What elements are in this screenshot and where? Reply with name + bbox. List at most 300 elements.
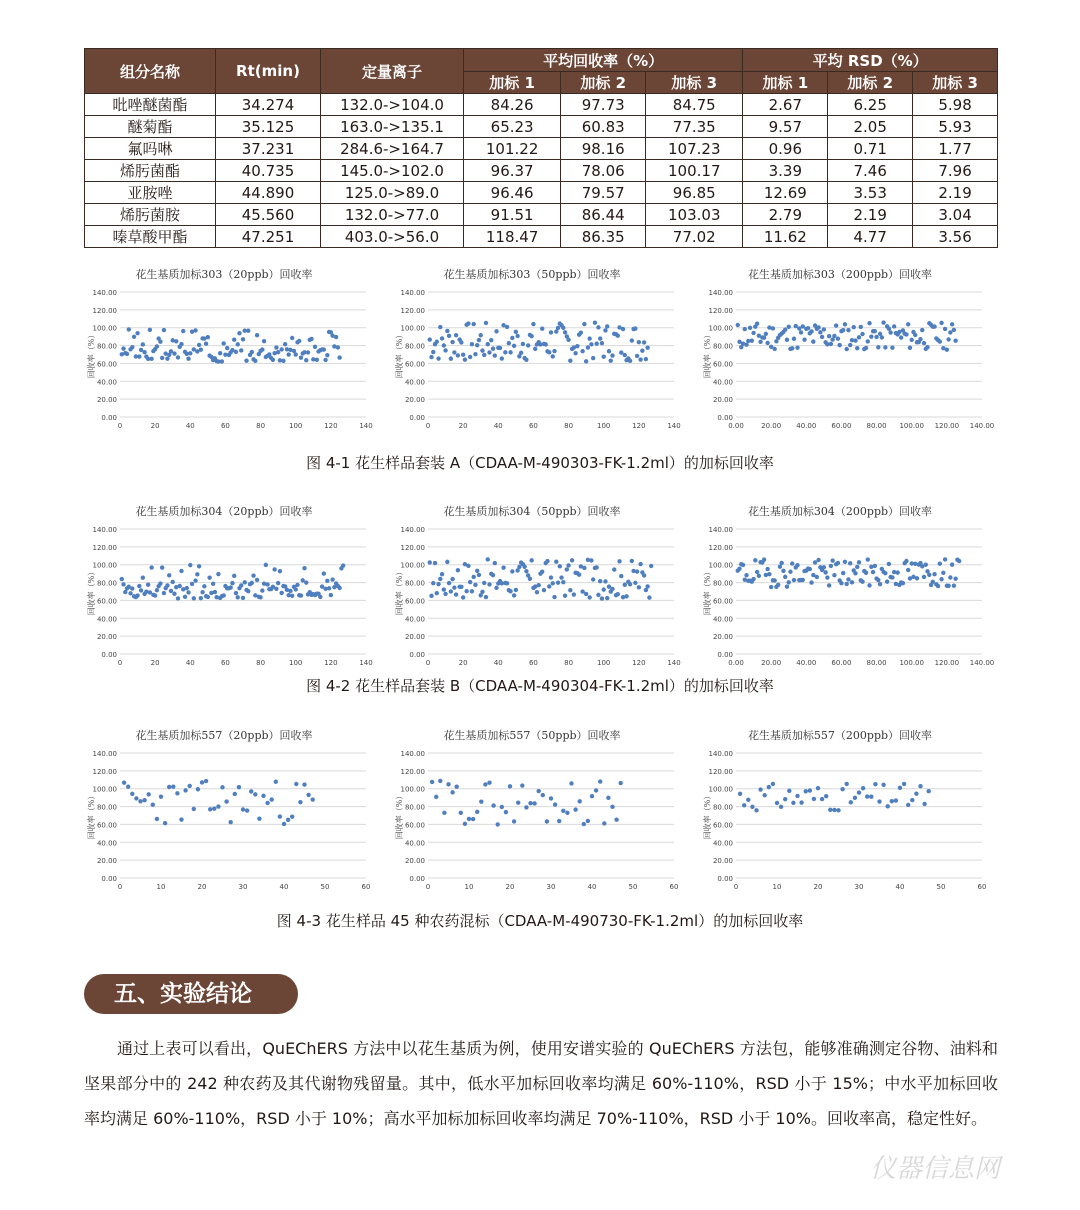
data-point: [323, 358, 327, 362]
x-tick-label: 20: [150, 422, 160, 430]
data-point: [461, 595, 465, 599]
data-point: [128, 591, 132, 595]
data-point: [330, 577, 334, 581]
y-tick-label: 120.00: [400, 306, 425, 315]
data-point: [265, 801, 269, 805]
data-point: [939, 577, 943, 581]
data-point: [183, 595, 187, 599]
data-point: [849, 800, 853, 804]
data-point: [580, 349, 584, 353]
y-tick-label: 80.00: [404, 803, 425, 812]
data-point: [644, 357, 648, 361]
data-point: [554, 559, 558, 563]
table-row: [85, 116, 998, 138]
data-point: [505, 325, 509, 329]
header-rsd-1: 加标 1: [743, 72, 828, 94]
data-point: [125, 352, 129, 356]
data-point: [304, 580, 308, 584]
data-point: [508, 784, 512, 788]
header-recovery-1: 加标 1: [464, 72, 561, 94]
data-point: [881, 783, 885, 787]
table-cell-r3: 84.75: [646, 94, 743, 116]
data-point: [614, 817, 618, 821]
data-point: [452, 350, 456, 354]
y-tick-label: 140.00: [92, 526, 117, 534]
data-point: [225, 346, 229, 350]
x-tick-label: 80: [256, 659, 266, 667]
data-point: [179, 569, 183, 573]
data-point: [792, 578, 796, 582]
x-tick-label: 60.00: [831, 422, 852, 430]
data-point: [220, 785, 224, 789]
data-point: [544, 342, 548, 346]
data-point: [528, 577, 532, 581]
data-point: [274, 345, 278, 349]
y-tick-label: 80.00: [96, 803, 117, 812]
data-point: [621, 327, 625, 331]
data-point: [208, 807, 212, 811]
y-tick-label: 20.00: [96, 396, 117, 405]
data-point: [869, 795, 873, 799]
data-point: [593, 321, 597, 325]
data-point: [516, 800, 520, 804]
data-point: [138, 799, 142, 803]
data-point: [250, 350, 254, 354]
data-point: [206, 595, 210, 599]
data-point: [440, 572, 444, 576]
data-point: [167, 573, 171, 577]
data-point: [913, 333, 917, 337]
data-point: [922, 802, 926, 806]
data-point: [767, 785, 771, 789]
table-cell-name: 烯肟菌胺: [85, 204, 216, 226]
data-point: [758, 340, 762, 344]
data-point: [885, 579, 889, 583]
x-tick-label: 120: [632, 659, 646, 667]
table-cell-s2: 2.05: [828, 116, 913, 138]
table-cell-ion: 163.0->135.1: [321, 116, 464, 138]
data-point: [638, 562, 642, 566]
x-tick-label: 120: [324, 422, 338, 430]
data-point: [878, 582, 882, 586]
data-point: [486, 342, 490, 346]
data-point: [195, 572, 199, 576]
data-point: [475, 569, 479, 573]
data-point: [594, 342, 598, 346]
table-cell-s1: 2.67: [743, 94, 828, 116]
data-point: [848, 343, 852, 347]
data-point: [519, 351, 523, 355]
data-point: [501, 565, 505, 569]
data-point: [487, 350, 491, 354]
data-point: [541, 793, 545, 797]
data-point: [946, 337, 950, 341]
data-point: [158, 340, 162, 344]
header-recovery-3: 加标 3: [646, 72, 743, 94]
data-point: [750, 338, 754, 342]
data-point: [480, 590, 484, 594]
data-point: [470, 589, 474, 593]
data-point: [237, 331, 241, 335]
data-point: [503, 350, 507, 354]
data-point: [610, 587, 614, 591]
data-point: [120, 577, 124, 581]
y-tick-label: 60.00: [712, 821, 733, 830]
table-cell-s2: 3.53: [828, 182, 913, 204]
data-point: [549, 796, 553, 800]
data-point: [939, 321, 943, 325]
scatter-chart: [700, 266, 995, 436]
x-tick-label: 20: [458, 422, 468, 430]
data-point: [524, 358, 528, 362]
data-point: [428, 560, 432, 564]
data-point: [609, 358, 613, 362]
data-point: [600, 596, 604, 600]
data-point: [561, 809, 565, 813]
data-point: [463, 357, 467, 361]
data-point: [816, 558, 820, 562]
table-cell-s3: 1.77: [913, 138, 998, 160]
data-point: [755, 321, 759, 325]
chart-title: 花生基质加标557（200ppb）回收率: [747, 729, 933, 742]
table-cell-r1: 96.46: [464, 182, 561, 204]
data-point: [843, 560, 847, 564]
x-tick-label: 50: [628, 883, 638, 891]
data-point: [477, 338, 481, 342]
data-point: [192, 807, 196, 811]
table-cell-rt: 34.274: [216, 94, 321, 116]
data-point: [860, 332, 864, 336]
y-tick-label: 20.00: [404, 857, 425, 866]
data-point: [647, 595, 651, 599]
table-row: [85, 226, 998, 248]
data-point: [871, 570, 875, 574]
x-tick-label: 0: [117, 659, 123, 667]
table-row: [85, 94, 998, 116]
y-axis-label: 回收率（%）: [87, 791, 96, 840]
figure-caption: 图 4-3 花生样品 45 种农药混标（CDAA-M-490730-FK-1.2ml）的加标回收率: [276, 912, 804, 930]
data-point: [294, 782, 298, 786]
scatter-chart: [392, 503, 681, 673]
chart-plot: [700, 284, 995, 434]
chart-title: 花生基质加标557（50ppb）回收率: [443, 729, 621, 742]
data-point: [832, 808, 836, 812]
y-tick-label: 40.00: [96, 839, 117, 848]
x-tick-label: 140.00: [969, 422, 995, 430]
y-tick-label: 100.00: [400, 324, 425, 333]
table-cell-r3: 107.23: [646, 138, 743, 160]
data-point: [815, 575, 819, 579]
data-point: [559, 575, 563, 579]
y-axis-label: 回收率（%）: [703, 330, 712, 379]
x-tick-label: 0: [117, 422, 123, 430]
x-tick-label: 50: [320, 883, 330, 891]
data-point: [286, 352, 290, 356]
data-point: [822, 327, 826, 331]
data-point: [172, 592, 176, 596]
data-point: [848, 561, 852, 565]
table-cell-r3: 77.35: [646, 116, 743, 138]
x-tick-label: 30: [854, 883, 864, 891]
data-point: [429, 594, 433, 598]
scatter-chart: [392, 727, 679, 897]
data-point: [869, 334, 873, 338]
data-point: [640, 348, 644, 352]
figure-caption: 图 4-1 花生样品套装 A（CDAA-M-490303-FK-1.2ml）的加标回收率: [306, 454, 774, 472]
data-point: [855, 565, 859, 569]
data-point: [542, 588, 546, 592]
data-point: [569, 781, 573, 785]
data-point: [861, 786, 865, 790]
data-point: [890, 799, 894, 803]
data-point: [286, 818, 290, 822]
data-point: [619, 781, 623, 785]
data-point: [507, 341, 511, 345]
data-point: [904, 559, 908, 563]
data-point: [336, 345, 340, 349]
data-point: [895, 570, 899, 574]
data-point: [466, 321, 470, 325]
data-point: [788, 570, 792, 574]
data-point: [185, 586, 189, 590]
data-point: [155, 588, 159, 592]
y-axis-label: 回收率（%）: [87, 567, 96, 616]
data-point: [211, 582, 215, 586]
data-point: [479, 799, 483, 803]
data-point: [290, 594, 294, 598]
data-point: [802, 337, 806, 341]
data-point: [948, 330, 952, 334]
data-point: [642, 340, 646, 344]
data-point: [452, 585, 456, 589]
data-point: [135, 593, 139, 597]
data-point: [795, 794, 799, 798]
data-point: [755, 570, 759, 574]
data-point: [910, 338, 914, 342]
data-point: [176, 596, 180, 600]
data-point: [232, 574, 236, 578]
y-tick-label: 120.00: [92, 306, 117, 315]
chart-plot: [84, 521, 374, 671]
data-point: [836, 336, 840, 340]
data-point: [181, 329, 185, 333]
x-tick-label: 120: [324, 659, 338, 667]
data-point: [610, 805, 614, 809]
data-point: [230, 581, 234, 585]
data-point: [938, 562, 942, 566]
data-point: [910, 798, 914, 802]
y-tick-label: 140.00: [708, 526, 733, 534]
data-point: [442, 343, 446, 347]
data-point: [558, 564, 562, 568]
x-tick-label: 40: [895, 883, 905, 891]
data-point: [561, 326, 565, 330]
data-point: [757, 574, 761, 578]
x-tick-label: 140: [359, 659, 373, 667]
y-tick-label: 40.00: [712, 378, 733, 387]
data-point: [255, 333, 259, 337]
data-point: [816, 786, 820, 790]
data-point: [512, 819, 516, 823]
x-tick-label: 20.00: [761, 422, 782, 430]
table-cell-s2: 0.71: [828, 138, 913, 160]
data-point: [167, 785, 171, 789]
data-point: [549, 575, 553, 579]
data-point: [442, 587, 446, 591]
data-point: [818, 330, 822, 334]
x-tick-label: 40: [493, 659, 503, 667]
data-point: [134, 796, 138, 800]
x-tick-label: 100.00: [899, 422, 924, 430]
table-cell-name: 嗪草酸甲酯: [85, 226, 216, 248]
data-point: [142, 350, 146, 354]
table-cell-s1: 2.79: [743, 204, 828, 226]
x-tick-label: 60.00: [831, 659, 852, 667]
header-rsd: 平均 RSD（%）: [743, 49, 998, 72]
y-tick-label: 120.00: [92, 543, 117, 552]
data-point: [825, 575, 829, 579]
data-point: [179, 817, 183, 821]
x-tick-label: 60: [669, 883, 679, 891]
data-point: [270, 797, 274, 801]
data-point: [461, 353, 465, 357]
x-tick-label: 20: [505, 883, 515, 891]
data-point: [846, 577, 850, 581]
data-point: [790, 561, 794, 565]
chart-plot: [84, 745, 374, 895]
data-point: [915, 576, 919, 580]
data-point: [568, 358, 572, 362]
data-point: [623, 353, 627, 357]
data-point: [584, 592, 588, 596]
data-point: [953, 339, 957, 343]
data-point: [445, 560, 449, 564]
data-point: [841, 571, 845, 575]
data-point: [429, 355, 433, 359]
table-cell-r2: 86.35: [561, 226, 646, 248]
data-point: [431, 581, 435, 585]
x-tick-label: 80.00: [866, 422, 887, 430]
data-point: [141, 342, 145, 346]
data-point: [563, 593, 567, 597]
data-point: [260, 588, 264, 592]
x-tick-label: 80: [256, 422, 266, 430]
data-point: [446, 782, 450, 786]
data-point: [281, 359, 285, 363]
header-recovery: 平均回收率（%）: [464, 49, 743, 72]
x-tick-label: 40: [185, 659, 195, 667]
data-point: [637, 340, 641, 344]
table-cell-s3: 3.04: [913, 204, 998, 226]
data-point: [602, 587, 606, 591]
data-point: [255, 578, 259, 582]
data-point: [799, 330, 803, 334]
y-tick-label: 40.00: [712, 615, 733, 624]
data-point: [922, 341, 926, 345]
x-tick-label: 30: [238, 883, 248, 891]
data-point: [918, 337, 922, 341]
data-point: [334, 335, 338, 339]
x-tick-label: 0: [733, 883, 739, 891]
data-point: [309, 337, 313, 341]
chart-title: 花生基质加标303（20ppb）回收率: [135, 268, 313, 281]
data-point: [491, 573, 495, 577]
data-point: [610, 353, 614, 357]
y-tick-label: 120.00: [92, 767, 117, 776]
data-point: [809, 329, 813, 333]
data-point: [244, 358, 248, 362]
data-point: [822, 565, 826, 569]
y-tick-label: 0.00: [717, 651, 733, 659]
x-tick-label: 40: [587, 883, 597, 891]
data-point: [148, 328, 152, 332]
x-tick-label: 20: [458, 659, 468, 667]
data-point: [573, 807, 577, 811]
data-point: [950, 322, 954, 326]
table-cell-s2: 7.46: [828, 160, 913, 182]
data-point: [904, 332, 908, 336]
data-point: [556, 580, 560, 584]
data-point: [914, 791, 918, 795]
data-point: [155, 344, 159, 348]
table-row: [85, 204, 998, 226]
data-point: [508, 589, 512, 593]
data-point: [137, 354, 141, 358]
data-point: [832, 573, 836, 577]
y-axis-label: 回收率（%）: [395, 567, 404, 616]
data-point: [471, 817, 475, 821]
data-point: [568, 588, 572, 592]
data-point: [902, 782, 906, 786]
data-point: [540, 327, 544, 331]
y-tick-label: 40.00: [404, 839, 425, 848]
data-point: [149, 357, 153, 361]
data-point: [456, 568, 460, 572]
data-point: [294, 352, 298, 356]
data-point: [329, 593, 333, 597]
table-cell-s1: 11.62: [743, 226, 828, 248]
y-tick-label: 40.00: [96, 378, 117, 387]
data-point: [764, 332, 768, 336]
data-point: [229, 820, 233, 824]
data-point: [783, 797, 787, 801]
table-cell-rt: 44.890: [216, 182, 321, 204]
data-point: [577, 572, 581, 576]
data-point: [750, 805, 754, 809]
data-point: [500, 805, 504, 809]
data-point: [233, 792, 237, 796]
chart-title: 花生基质加标557（20ppb）回收率: [135, 729, 313, 742]
data-point: [171, 580, 175, 584]
data-point: [528, 801, 532, 805]
data-point: [791, 801, 795, 805]
data-point: [251, 573, 255, 577]
data-point: [598, 336, 602, 340]
y-tick-label: 100.00: [708, 785, 733, 794]
data-point: [139, 588, 143, 592]
data-point: [841, 328, 845, 332]
scatter-chart: [392, 266, 681, 436]
data-point: [853, 571, 857, 575]
data-point: [957, 559, 961, 563]
data-point: [864, 571, 868, 575]
data-point: [471, 322, 475, 326]
data-point: [845, 782, 849, 786]
data-point: [341, 563, 345, 567]
data-point: [313, 345, 317, 349]
data-point: [318, 595, 322, 599]
data-point: [130, 586, 134, 590]
